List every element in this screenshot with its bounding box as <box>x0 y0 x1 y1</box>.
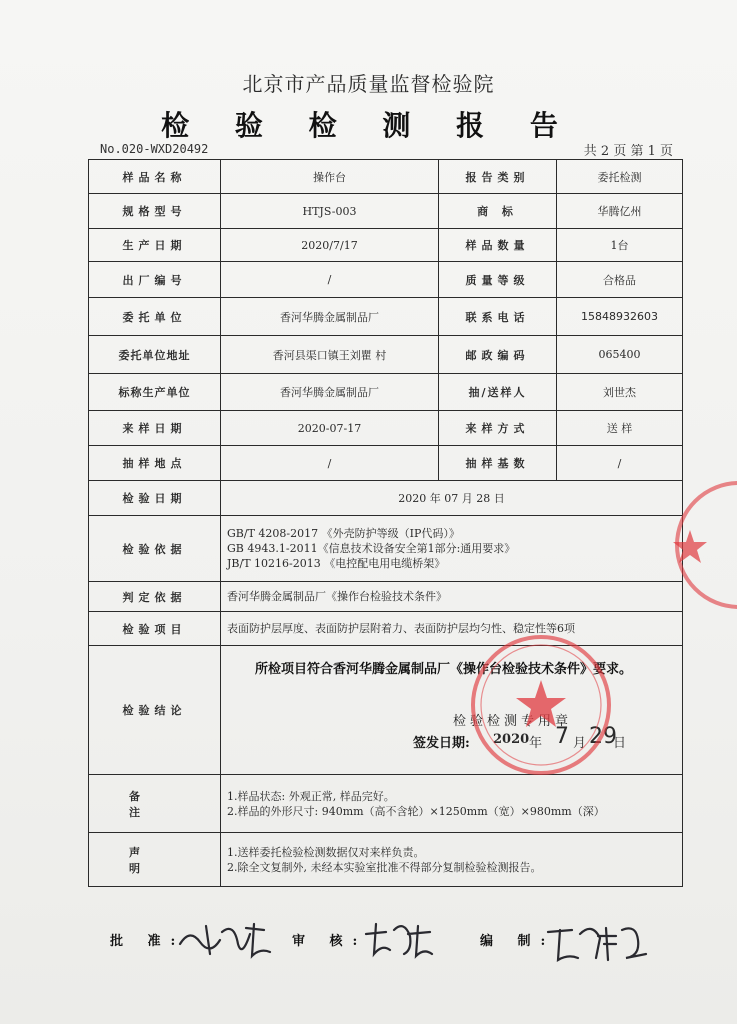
test-items-label: 检验项目 <box>89 612 221 646</box>
sample-name-value: 操作台 <box>221 160 439 194</box>
basis-line: GB/T 4208-2017 《外壳防护等级（IP代码）》 <box>227 527 460 540</box>
table-row <box>89 775 683 833</box>
trademark-value: 华腾亿州 <box>557 194 683 229</box>
report-type-value: 委托检测 <box>557 160 683 194</box>
prod-date-label: 生产日期 <box>89 229 221 262</box>
judgement-basis-value: 香河华腾金属制品厂《操作台检验技术条件》 <box>221 582 683 612</box>
table-row <box>89 833 683 887</box>
table-row <box>89 516 683 582</box>
issue-year-unit: 年 <box>529 736 543 751</box>
institute-name: 北京市产品质量监督检验院 <box>242 72 495 96</box>
issue-day: 29 <box>589 724 617 749</box>
issue-date-label: 签发日期: <box>413 736 470 751</box>
statement-line: 1.送样委托检验检测数据仅对来样负责。 <box>227 845 425 859</box>
sampling-site-value: / <box>221 446 439 481</box>
issue-year: 2020 <box>493 732 530 747</box>
quantity-label: 样品数量 <box>439 229 557 262</box>
model-value: HTJS-003 <box>221 194 439 229</box>
sender-label: 抽/送样人 <box>439 374 557 411</box>
issue-day-unit: 日 <box>613 736 627 751</box>
remarks-label: 备 注 <box>89 775 221 833</box>
basis-value <box>221 516 683 582</box>
sender-value: 刘世杰 <box>557 374 683 411</box>
client-value: 香河华腾金属制品厂 <box>221 298 439 336</box>
table-row <box>89 298 683 336</box>
remarks-line: 2.样品的外形尺寸: 940mm（高不含轮）×1250mm（宽）×980mm（深） <box>227 804 605 818</box>
client-label: 委托单位 <box>89 298 221 336</box>
conclusion-label: 检验结论 <box>89 646 221 775</box>
table-row <box>89 481 683 516</box>
arrival-date-value: 2020-07-17 <box>221 411 439 446</box>
test-date-label: 检验日期 <box>89 481 221 516</box>
table-row <box>89 262 683 298</box>
sampling-base-value: / <box>557 446 683 481</box>
issue-month: 7 <box>555 724 569 749</box>
serial-no-label: 出厂编号 <box>89 262 221 298</box>
phone-label: 联系电话 <box>439 298 557 336</box>
model-label: 规格型号 <box>89 194 221 229</box>
arrival-method-value: 送 样 <box>557 411 683 446</box>
basis-line: JB/T 10216-2013 《电控配电用电缆桥架》 <box>227 557 446 570</box>
quality-grade-label: 质量等级 <box>439 262 557 298</box>
table-row <box>89 411 683 446</box>
compiler-signature-icon <box>542 914 652 970</box>
statement-value <box>221 833 683 887</box>
approve-label: 批 准: <box>110 934 186 949</box>
seal-caption: 检验检测专用章 <box>453 714 573 729</box>
client-address-label: 委托单位地址 <box>89 336 221 374</box>
sampling-site-label: 抽样地点 <box>89 446 221 481</box>
test-date-value: 2020 年 07 月 28 日 <box>221 481 683 516</box>
table-row <box>89 446 683 481</box>
review-label: 审 核: <box>292 934 368 949</box>
judgement-basis-label: 判定依据 <box>89 582 221 612</box>
arrival-method-label: 来样方式 <box>439 411 557 446</box>
table-row <box>89 374 683 411</box>
report-number: No.020-WXD20492 <box>100 142 209 156</box>
approver-signature-icon <box>176 914 276 964</box>
compile-label: 编 制: <box>480 934 556 949</box>
arrival-date-label: 来样日期 <box>89 411 221 446</box>
statement-label: 声 明 <box>89 833 221 887</box>
inspection-seal-icon <box>466 630 616 780</box>
phone-value: 15848932603 <box>557 298 683 336</box>
basis-label: 检验依据 <box>89 516 221 582</box>
sample-name-label: 样品名称 <box>89 160 221 194</box>
postcode-value: 065400 <box>557 336 683 374</box>
page-info: 共 2 页 第 1 页 <box>583 144 673 159</box>
perforation-seal-icon <box>664 470 737 620</box>
quality-grade-value: 合格品 <box>557 262 683 298</box>
report-title: 检 验 检 测 报 告 <box>161 109 576 142</box>
table-row <box>89 194 683 229</box>
serial-no-value: / <box>221 262 439 298</box>
remarks-line: 1.样品状态: 外观正常, 样品完好。 <box>227 789 395 803</box>
manufacturer-label: 标称生产单位 <box>89 374 221 411</box>
report-type-label: 报告类别 <box>439 160 557 194</box>
manufacturer-value: 香河华腾金属制品厂 <box>221 374 439 411</box>
quantity-value: 1台 <box>557 229 683 262</box>
basis-line: GB 4943.1-2011《信息技术设备安全第1部分:通用要求》 <box>227 542 516 555</box>
table-row <box>89 582 683 612</box>
client-address-value: 香河县渠口镇王刘瞿 村 <box>221 336 439 374</box>
statement-line: 2.除全文复制外, 未经本实验室批准不得部分复制检验检测报告。 <box>227 860 542 874</box>
table-row <box>89 229 683 262</box>
sampling-base-label: 抽样基数 <box>439 446 557 481</box>
signature-row <box>110 922 670 962</box>
table-row <box>89 160 683 194</box>
conclusion-text: 所检项目符合香河华腾金属制品厂《操作台检验技术条件》要求。 <box>255 662 633 677</box>
remarks-value <box>221 775 683 833</box>
reviewer-signature-icon <box>360 914 440 964</box>
trademark-label: 商 标 <box>439 194 557 229</box>
issue-month-unit: 月 <box>573 736 587 751</box>
postcode-label: 邮政编码 <box>439 336 557 374</box>
prod-date-value: 2020/7/17 <box>221 229 439 262</box>
table-row <box>89 336 683 374</box>
test-items-value: 表面防护层厚度、表面防护层附着力、表面防护层均匀性、稳定性等6项 <box>221 612 683 646</box>
